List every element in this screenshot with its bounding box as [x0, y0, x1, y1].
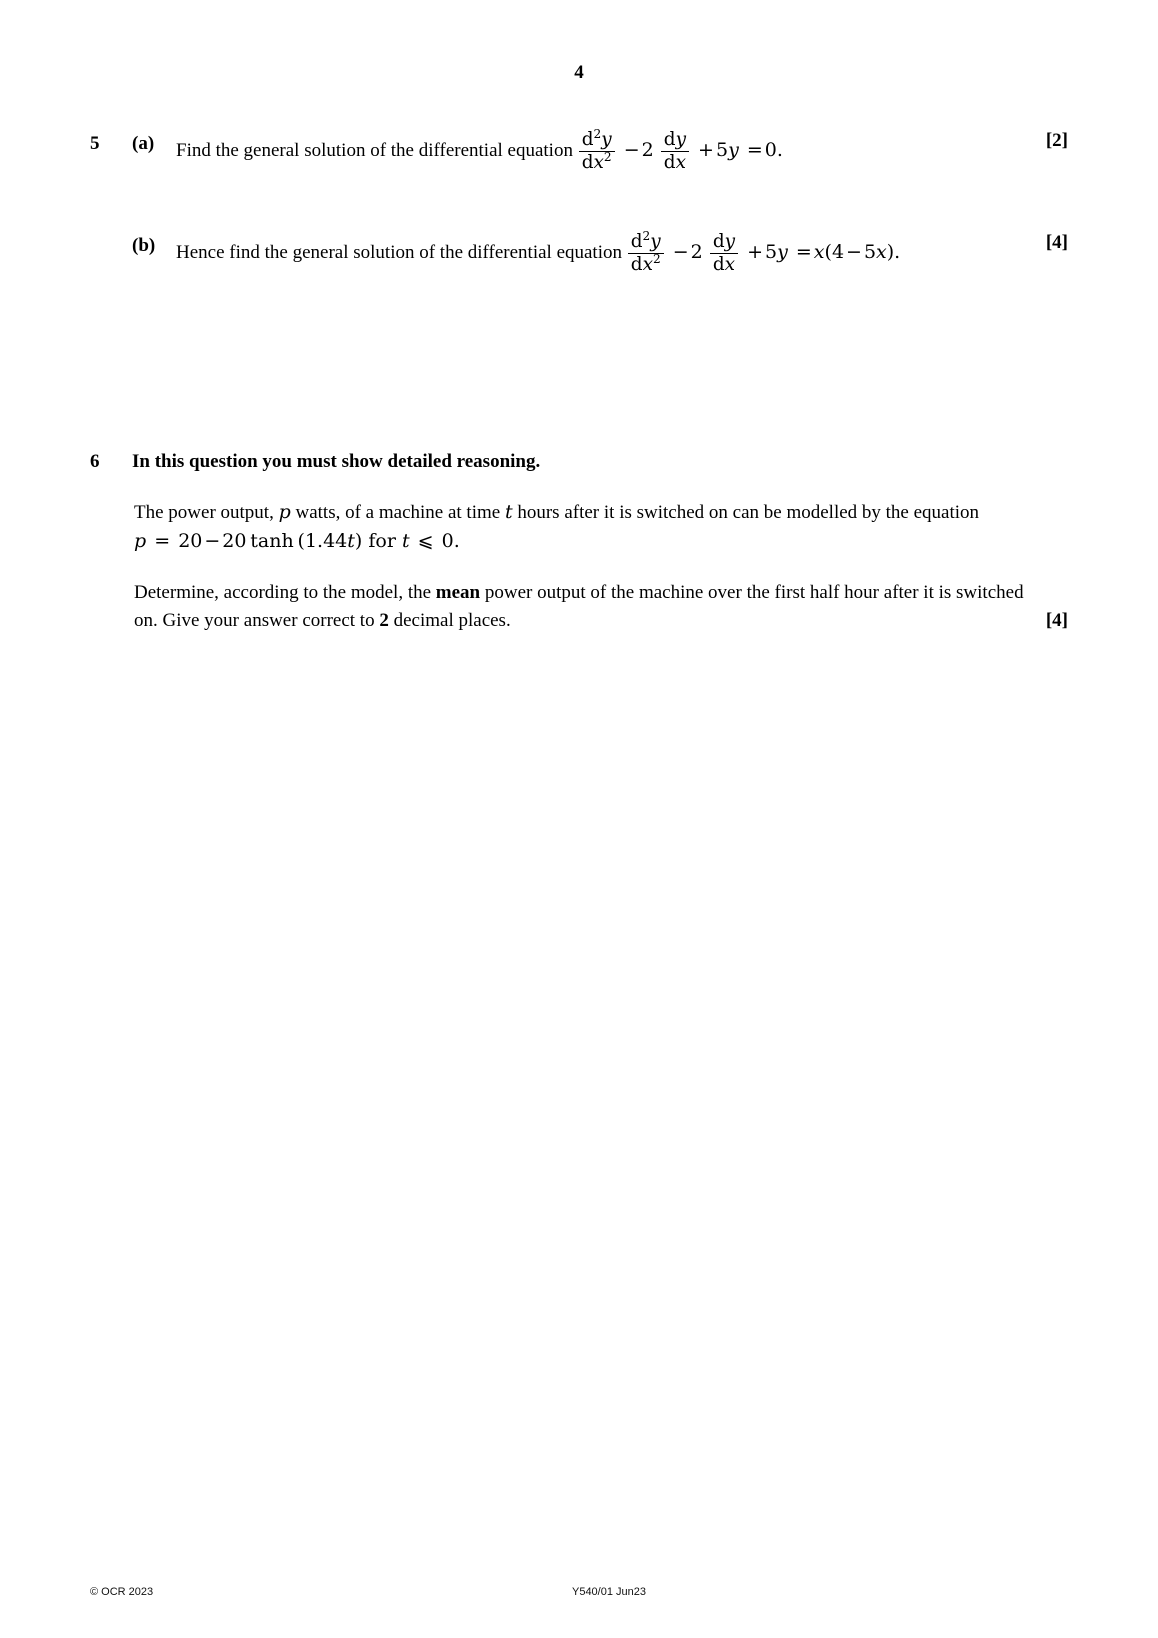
q6-p2-seg1: Determine, according to the model, the — [134, 581, 436, 603]
footer-copyright: © OCR 2023 — [90, 1586, 154, 1598]
question-6-heading: In this question you must show detailed reasoning. — [132, 451, 541, 472]
question-5a-body — [176, 126, 1036, 173]
q6-p2-bold-2: 2 — [379, 610, 389, 632]
question-6-paragraph-2 — [134, 579, 1068, 636]
page-number: 4 — [574, 62, 584, 83]
q6-p2-seg3: decimal places. — [388, 610, 511, 632]
q6-p2-seg2: power output of the machine over the first half hour after it is switched on. Give your answer correct to — [134, 581, 1024, 632]
question-5b — [90, 228, 1068, 275]
q6-var-p: p — [278, 500, 291, 523]
question-5a-equation: $\frac{d^2y}{dx^2}$ − 2 $\frac{dy}{dx}$ + 5y = 0. — [578, 139, 783, 161]
question-5a-label: (a) — [132, 133, 155, 154]
question-5b-body — [176, 228, 1004, 275]
q6-inline-equation: p = 20 − 20 tanh (1.44t) for t ⩽ 0. — [134, 530, 460, 553]
q6-var-t: t — [504, 500, 513, 523]
question-5b-text: Hence find the general solution of the differential equation — [176, 242, 622, 264]
q6-p1-seg2: watts, of a machine at time — [290, 501, 505, 523]
question-6-paragraph-1 — [134, 498, 1068, 557]
question-5-number: 5 — [90, 133, 100, 154]
question-5a-marks: [2] — [1045, 130, 1068, 151]
question-5b-label: (b) — [132, 235, 156, 256]
footer-paper-code: Y540/01 Jun23 — [571, 1586, 646, 1598]
question-6 — [90, 448, 1068, 636]
question-5b-equation: $\frac{d^2y}{dx^2}$ − 2 $\frac{dy}{dx}$ + 5y = x(4 − 5x). — [627, 241, 900, 263]
question-6-marks: [4] — [1045, 610, 1068, 632]
question-5a-text: Find the general solution of the differential equation — [176, 140, 573, 162]
q6-p1-seg3: hours after it is switched on can be modelled by the equation — [512, 501, 980, 523]
question-5a — [90, 126, 1068, 173]
q6-p2-bold-mean: mean — [435, 581, 481, 603]
question-5b-marks: [4] — [1045, 232, 1068, 253]
q6-p1-seg1: The power output, — [134, 501, 279, 523]
question-6-number: 6 — [90, 451, 100, 472]
